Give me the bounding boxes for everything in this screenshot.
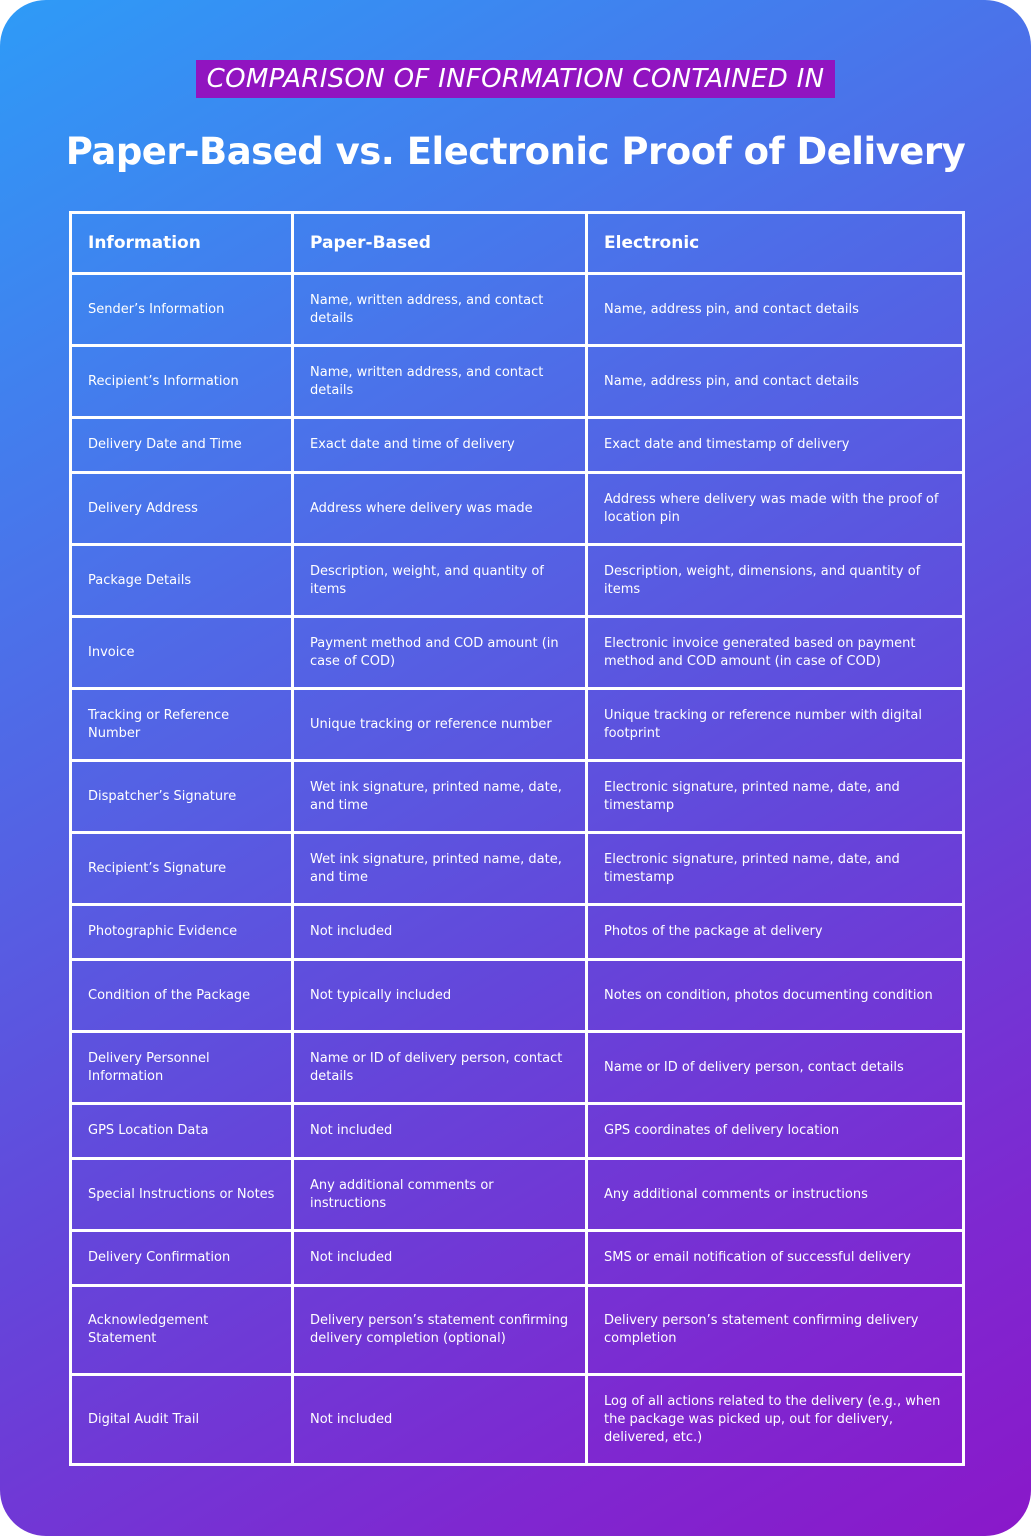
cell-information: Recipient’s Signature bbox=[71, 833, 293, 905]
subtitle-container bbox=[0, 60, 1031, 98]
cell-information: Photographic Evidence bbox=[71, 905, 293, 960]
table-row bbox=[71, 1159, 964, 1231]
cell-information: Delivery Personnel Information bbox=[71, 1032, 293, 1104]
cell-electronic: Description, weight, dimensions, and quantity of items bbox=[587, 545, 964, 617]
cell-paper-based: Payment method and COD amount (in case of COD) bbox=[293, 617, 587, 689]
header-electronic: Electronic bbox=[587, 213, 964, 274]
comparison-table bbox=[69, 211, 965, 1466]
cell-paper-based: Not included bbox=[293, 1104, 587, 1159]
cell-electronic: SMS or email notification of successful delivery bbox=[587, 1231, 964, 1286]
cell-paper-based: Address where delivery was made bbox=[293, 473, 587, 545]
table-row bbox=[71, 833, 964, 905]
table-row bbox=[71, 617, 964, 689]
table-row bbox=[71, 346, 964, 418]
cell-information: Package Details bbox=[71, 545, 293, 617]
cell-information: Condition of the Package bbox=[71, 960, 293, 1032]
header-information: Information bbox=[71, 213, 293, 274]
cell-paper-based: Delivery person’s statement confirming delivery completion (optional) bbox=[293, 1286, 587, 1375]
cell-paper-based: Not included bbox=[293, 1231, 587, 1286]
table-row bbox=[71, 960, 964, 1032]
page-title: Paper-Based vs. Electronic Proof of Delivery bbox=[65, 130, 966, 173]
cell-paper-based: Not included bbox=[293, 905, 587, 960]
cell-electronic: Delivery person’s statement confirming delivery completion bbox=[587, 1286, 964, 1375]
cell-paper-based: Wet ink signature, printed name, date, and time bbox=[293, 833, 587, 905]
cell-electronic: Electronic signature, printed name, date, and timestamp bbox=[587, 761, 964, 833]
cell-electronic: Notes on condition, photos documenting condition bbox=[587, 960, 964, 1032]
table-row bbox=[71, 1104, 964, 1159]
cell-paper-based: Name or ID of delivery person, contact details bbox=[293, 1032, 587, 1104]
cell-electronic: Name, address pin, and contact details bbox=[587, 346, 964, 418]
cell-information: GPS Location Data bbox=[71, 1104, 293, 1159]
cell-information: Delivery Confirmation bbox=[71, 1231, 293, 1286]
cell-electronic: Exact date and timestamp of delivery bbox=[587, 418, 964, 473]
cell-paper-based: Name, written address, and contact details bbox=[293, 274, 587, 346]
cell-information: Sender’s Information bbox=[71, 274, 293, 346]
cell-information: Dispatcher’s Signature bbox=[71, 761, 293, 833]
table-row bbox=[71, 905, 964, 960]
cell-paper-based: Unique tracking or reference number bbox=[293, 689, 587, 761]
cell-information: Delivery Date and Time bbox=[71, 418, 293, 473]
table-row bbox=[71, 1231, 964, 1286]
cell-electronic: Photos of the package at delivery bbox=[587, 905, 964, 960]
cell-paper-based: Not included bbox=[293, 1375, 587, 1465]
cell-paper-based: Name, written address, and contact details bbox=[293, 346, 587, 418]
cell-information: Acknowledgement Statement bbox=[71, 1286, 293, 1375]
cell-information: Invoice bbox=[71, 617, 293, 689]
cell-paper-based: Any additional comments or instructions bbox=[293, 1159, 587, 1231]
cell-information: Tracking or Reference Number bbox=[71, 689, 293, 761]
header-paper-based: Paper-Based bbox=[293, 213, 587, 274]
cell-information: Special Instructions or Notes bbox=[71, 1159, 293, 1231]
table-row bbox=[71, 761, 964, 833]
table-header-row bbox=[71, 213, 964, 274]
cell-information: Recipient’s Information bbox=[71, 346, 293, 418]
cell-electronic: Name, address pin, and contact details bbox=[587, 274, 964, 346]
table-row bbox=[71, 1375, 964, 1465]
cell-electronic: GPS coordinates of delivery location bbox=[587, 1104, 964, 1159]
table-row bbox=[71, 545, 964, 617]
table-row bbox=[71, 274, 964, 346]
cell-information: Delivery Address bbox=[71, 473, 293, 545]
table-row bbox=[71, 1032, 964, 1104]
table-row bbox=[71, 473, 964, 545]
cell-paper-based: Description, weight, and quantity of items bbox=[293, 545, 587, 617]
cell-electronic: Address where delivery was made with the proof of location pin bbox=[587, 473, 964, 545]
table-row bbox=[71, 689, 964, 761]
cell-electronic: Log of all actions related to the delivery (e.g., when the package was picked up, out for delivery, delivered, etc.) bbox=[587, 1375, 964, 1465]
cell-paper-based: Wet ink signature, printed name, date, and time bbox=[293, 761, 587, 833]
cell-electronic: Electronic signature, printed name, date, and timestamp bbox=[587, 833, 964, 905]
cell-paper-based: Exact date and time of delivery bbox=[293, 418, 587, 473]
cell-paper-based: Not typically included bbox=[293, 960, 587, 1032]
cell-electronic: Electronic invoice generated based on payment method and COD amount (in case of COD) bbox=[587, 617, 964, 689]
cell-electronic: Any additional comments or instructions bbox=[587, 1159, 964, 1231]
table-row bbox=[71, 418, 964, 473]
cell-electronic: Name or ID of delivery person, contact details bbox=[587, 1032, 964, 1104]
cell-electronic: Unique tracking or reference number with digital footprint bbox=[587, 689, 964, 761]
table-row bbox=[71, 1286, 964, 1375]
cell-information: Digital Audit Trail bbox=[71, 1375, 293, 1465]
subtitle-banner: COMPARISON OF INFORMATION CONTAINED IN bbox=[196, 60, 836, 98]
